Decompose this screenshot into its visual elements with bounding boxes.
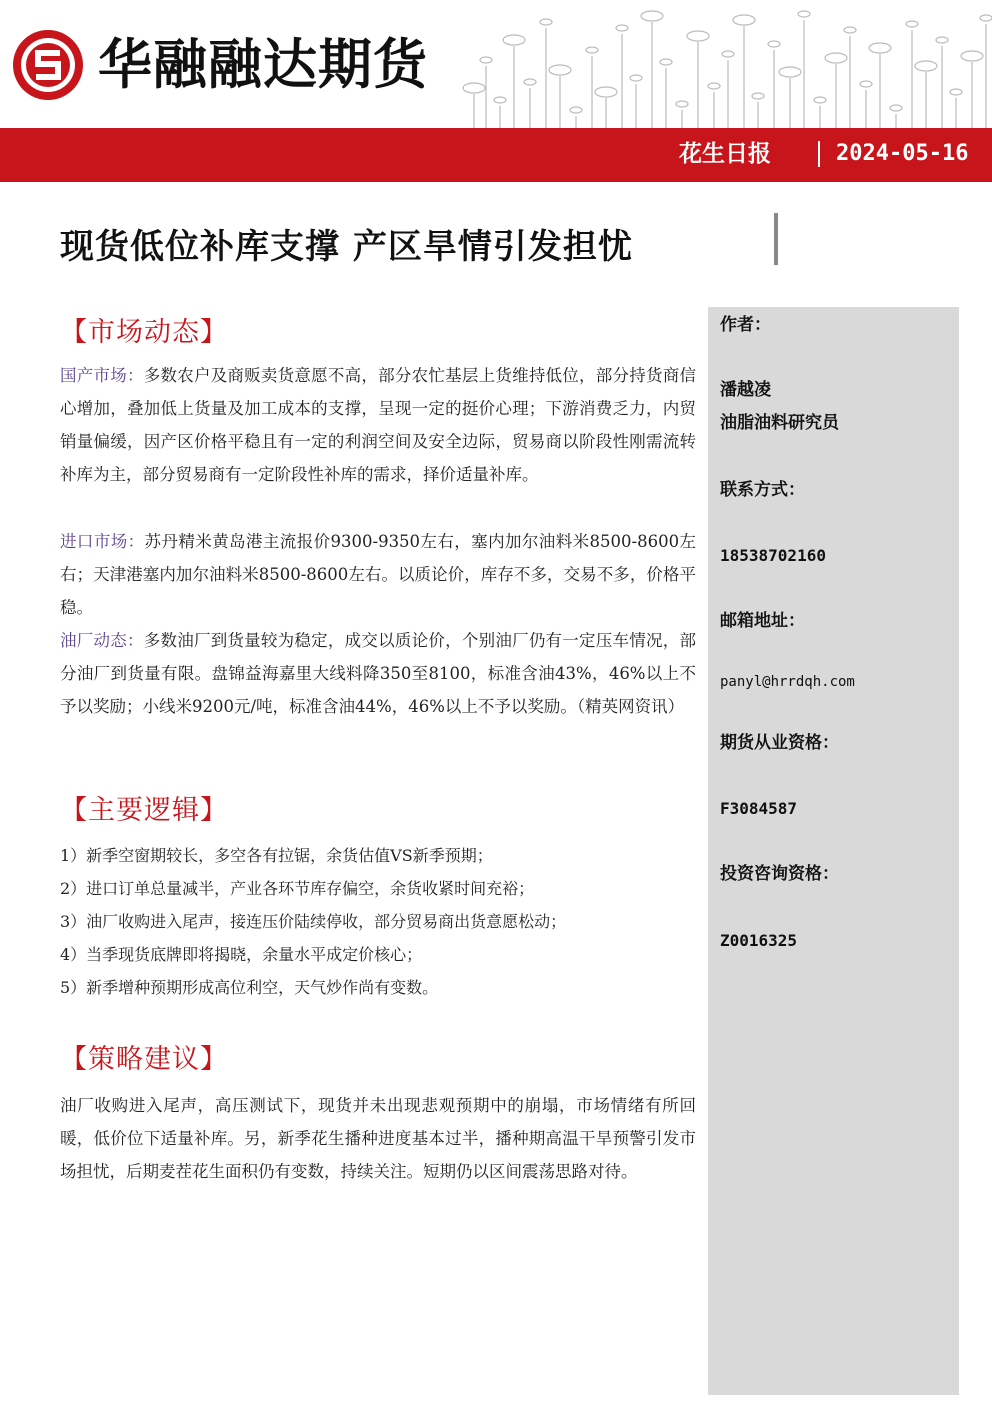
report-type: 花生日报 [679, 141, 771, 167]
section-heading-market: 【市场动态】 [60, 317, 228, 348]
strategy-paragraph: 油厂收购进入尾声，高压测试下，现货并未出现悲观预期中的崩塌，市场情绪有所回暖，低价位下适量补库。另，新季花生播种进度基本过半，播种期高温干旱预警引发市场担忧，后期麦茬花生面积仍有变数，持续关注。短期仍以区间震荡思路对待。 [60, 1096, 696, 1181]
list-item: 2）进口订单总量减半，产业各环节库存偏空，余货收紧时间充裕； [60, 879, 535, 898]
report-date: 2024-05-16 [836, 141, 969, 166]
market-paragraph-import [60, 525, 696, 624]
brand-name: 华融融达期货 [98, 33, 428, 96]
header-divider [818, 141, 820, 167]
section-heading-strategy: 【策略建议】 [60, 1044, 228, 1075]
logic-list [60, 839, 700, 1004]
header-decoration [456, 0, 992, 128]
title-marker [774, 213, 778, 265]
mill-news-label: 油厂动态： [60, 631, 144, 650]
futures-qualification: F3084587 [720, 799, 798, 818]
market-paragraph-mill [60, 624, 696, 723]
author-label: 作者： [720, 315, 771, 335]
company-logo-icon [10, 27, 86, 103]
report-title: 现货低位补库支撑 产区旱情引发担忧 [60, 227, 633, 267]
domestic-market-text: 多数农户及商贩卖货意愿不高，部分农忙基层上货维持低位，部分持货商信心增加，叠加低上货量及加工成本的支撑，呈现一定的挺价心理；下游消费乏力，内贸销量偏缓，因产区价格平稳且有一定的利润空间及安全边际，贸易商以阶段性刚需流转补库为主，部分贸易商有一定阶段性补库的需求，择价适量补库。 [60, 366, 697, 484]
author-name: 潘越凌 [720, 380, 771, 400]
list-item: 3）油厂收购进入尾声，接连压价陆续停收，部分贸易商出货意愿松动； [60, 912, 567, 931]
import-market-label: 进口市场： [60, 532, 145, 551]
advisory-qualification: Z0016325 [720, 931, 798, 950]
futures-qualification-label: 期货从业资格： [720, 733, 839, 753]
email-label: 邮箱地址： [720, 611, 805, 631]
author-sidebar [708, 307, 959, 1395]
mill-news-text: 多数油厂到货量较为稳定，成交以质论价，个别油厂仍有一定压车情况，部分油厂到货量有限。盘锦益海嘉里大线料降350至8100，标准含油43%，46%以上不予以奖励；小线米9200元/吨，标准含油44%，46%以上不予以奖励。（精英网资讯） [60, 631, 697, 716]
import-market-text: 苏丹精米黄岛港主流报价9300-9350左右，塞内加尔油料米8500-8600左右；天津港塞内加尔油料米8500-8600左右。以质论价，库存不多，交易不多，价格平稳。 [60, 532, 696, 617]
contact-phone: 18538702160 [720, 546, 826, 565]
author-title: 油脂油料研究员 [720, 413, 839, 433]
list-item: 5）新季增种预期形成高位利空，天气炒作尚有变数。 [60, 978, 439, 997]
contact-email[interactable]: panyl@hrrdqh.com [720, 674, 855, 690]
report-header [0, 0, 992, 185]
list-item: 4）当季现货底牌即将揭晓，余量水平成定价核心； [60, 945, 423, 964]
market-paragraph-domestic [60, 359, 696, 491]
contact-label: 联系方式： [720, 480, 805, 500]
domestic-market-label: 国产市场： [60, 366, 144, 385]
advisory-qualification-label: 投资咨询资格： [720, 864, 839, 884]
list-item: 1）新季空窗期较长，多空各有拉锯，余货估值VS新季预期； [60, 846, 493, 865]
section-heading-logic: 【主要逻辑】 [60, 795, 228, 826]
